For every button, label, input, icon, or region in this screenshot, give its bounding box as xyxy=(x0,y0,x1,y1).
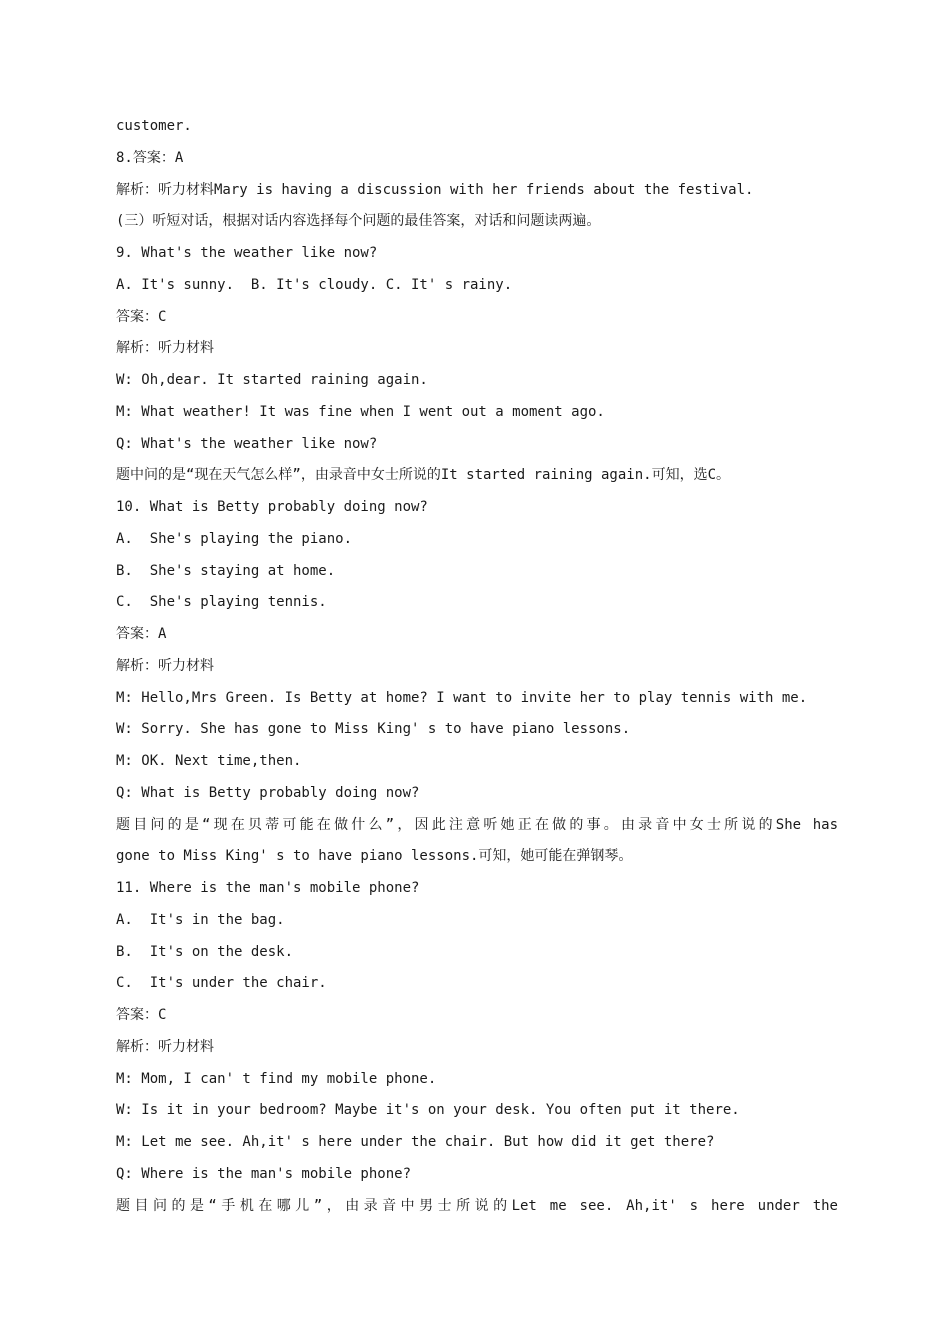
explanation-10-cont: gone to Miss King' s to have piano lessons.可知，她可能在弹钢琴。 xyxy=(116,848,633,865)
dialogue-line: M: Let me see. Ah,it' s here under the chair. But how did it get there? xyxy=(116,1134,715,1150)
answer-8: 8.答案：A xyxy=(116,149,184,166)
analysis-label-11: 解析：听力材料 xyxy=(116,1038,214,1055)
answer-10: 答案：A xyxy=(116,626,167,642)
analysis-label-10: 解析：听力材料 xyxy=(116,657,214,674)
dialogue-question: Q: What's the weather like now? xyxy=(116,435,378,452)
analysis-label-9: 解析：听力材料 xyxy=(116,340,214,357)
question-9: 9. What's the weather like now? xyxy=(116,245,378,261)
question-11: 11. Where is the man's mobile phone? xyxy=(116,880,420,896)
dialogue-question: Q: What is Betty probably doing now? xyxy=(116,784,420,801)
dialogue-line: W: Oh,dear. It started raining again. xyxy=(116,372,428,388)
dialogue-line: W: Sorry. She has gone to Miss King' s to have piano lessons. xyxy=(116,721,631,738)
option-a: A. It's in the bag. xyxy=(116,911,285,928)
text-line-continuation: customer. xyxy=(116,118,192,134)
option-c: C. She's playing tennis. xyxy=(116,594,327,611)
section-heading: (三）听短对话，根据对话内容选择每个问题的最佳答案，对话和问题读两遍。 xyxy=(116,213,601,230)
answer-9: 答案：C xyxy=(116,308,167,325)
dialogue-line: M: Hello,Mrs Green. Is Betty at home? I want to invite her to play tennis with me. xyxy=(116,689,808,706)
dialogue-line: W: Is it in your bedroom? Maybe it's on your desk. You often put it there. xyxy=(116,1102,740,1119)
document-page xyxy=(116,111,838,1222)
answer-11: 答案：C xyxy=(116,1007,167,1023)
explanation-10: 题目问的是“现在贝蒂可能在做什么”，因此注意听她正在做的事。由录音中女士所说的She has xyxy=(116,816,838,833)
dialogue-line: M: Mom, I can' t find my mobile phone. xyxy=(116,1070,437,1087)
option-a: A. She's playing the piano. xyxy=(116,530,353,547)
dialogue-line: M: OK. Next time,then. xyxy=(116,753,302,769)
dialogue-line: M: What weather! It was fine when I went out a moment ago. xyxy=(116,403,605,420)
analysis-8: 解析：听力材料Mary is having a discussion with her friends about the festival. xyxy=(116,181,754,198)
explanation-11: 题目问的是“手机在哪儿”，由录音中男士所说的Let me see. Ah,it' s here under the xyxy=(116,1197,838,1214)
option-c: C. It's under the chair. xyxy=(116,975,327,992)
dialogue-question: Q: Where is the man's mobile phone? xyxy=(116,1165,412,1182)
explanation-9: 题中问的是“现在天气怎么样”，由录音中女士所说的It started raining again.可知，选C。 xyxy=(116,467,731,484)
option-b: B. She's staying at home. xyxy=(116,562,336,579)
question-10: 10. What is Betty probably doing now? xyxy=(116,499,428,515)
question-9-options: A. It's sunny. B. It's cloudy. C. It' s rainy. xyxy=(116,276,513,293)
option-b: B. It's on the desk. xyxy=(116,943,294,960)
